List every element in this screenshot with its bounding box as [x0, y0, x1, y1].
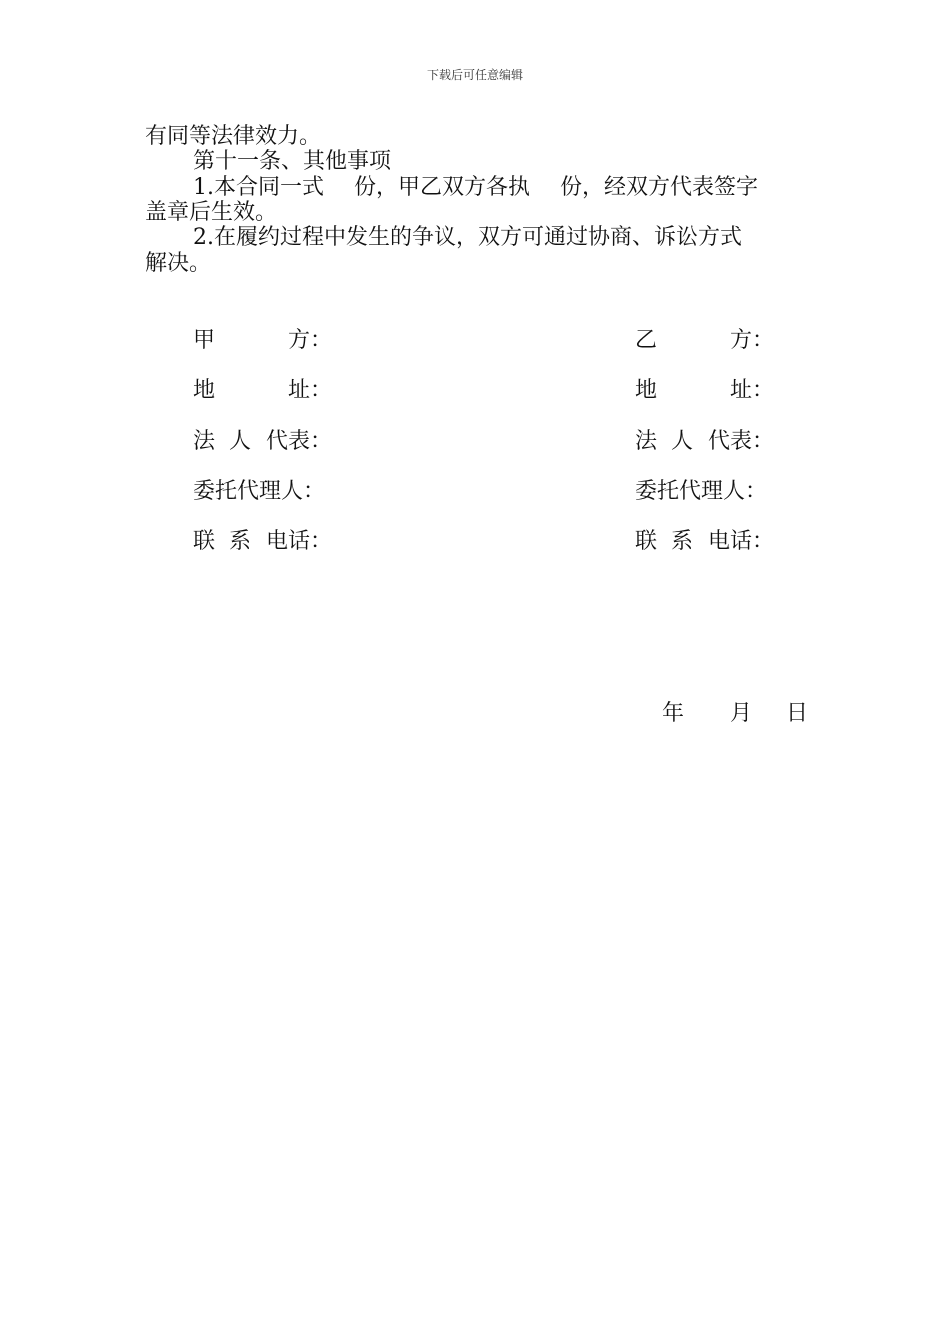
- label-char: 联: [635, 529, 658, 554]
- clause-fragment: 1.本合同一式: [193, 175, 324, 200]
- label-char: 方：: [288, 328, 333, 353]
- label-char: 乙: [635, 328, 658, 353]
- clause-line: 有同等法律效力。: [145, 124, 322, 149]
- label-char: 系: [229, 529, 252, 554]
- label-char: 人: [229, 429, 252, 454]
- label-char: 地: [635, 378, 658, 403]
- label-char: 甲: [193, 328, 216, 353]
- label-char: 代表：: [708, 429, 775, 454]
- label-char: 电话：: [266, 529, 333, 554]
- label-char: 法: [193, 429, 216, 454]
- clause-line: 2.在履约过程中发生的争议，双方可通过协商、诉讼方式: [193, 225, 742, 250]
- clause-fragment: 份，经双方代表签字: [560, 175, 759, 200]
- header-note: 下载后可任意编辑: [426, 68, 523, 82]
- date-day: 日: [786, 701, 809, 726]
- clause-line: 盖章后生效。: [145, 200, 278, 225]
- clause-line: [193, 175, 758, 200]
- label-char: 地: [193, 378, 216, 403]
- label-char: 址：: [730, 378, 775, 403]
- label-char: 法: [635, 429, 658, 454]
- label-char: 代表：: [266, 429, 333, 454]
- label-char: 联: [193, 529, 216, 554]
- date-month: 月: [730, 701, 753, 726]
- label-char: 系: [671, 529, 694, 554]
- party-a-agent-label: 委托代理人：: [193, 479, 326, 504]
- date-year: 年: [662, 701, 685, 726]
- clause-fragment: 份，甲乙双方各执: [354, 175, 531, 200]
- label-char: 人: [671, 429, 694, 454]
- clause-line: 解决。: [145, 251, 212, 276]
- party-b-agent-label: 委托代理人：: [635, 479, 768, 504]
- label-char: 址：: [288, 378, 333, 403]
- section-heading: 第十一条、其他事项: [193, 149, 392, 174]
- label-char: 方：: [730, 328, 775, 353]
- label-char: 电话：: [708, 529, 775, 554]
